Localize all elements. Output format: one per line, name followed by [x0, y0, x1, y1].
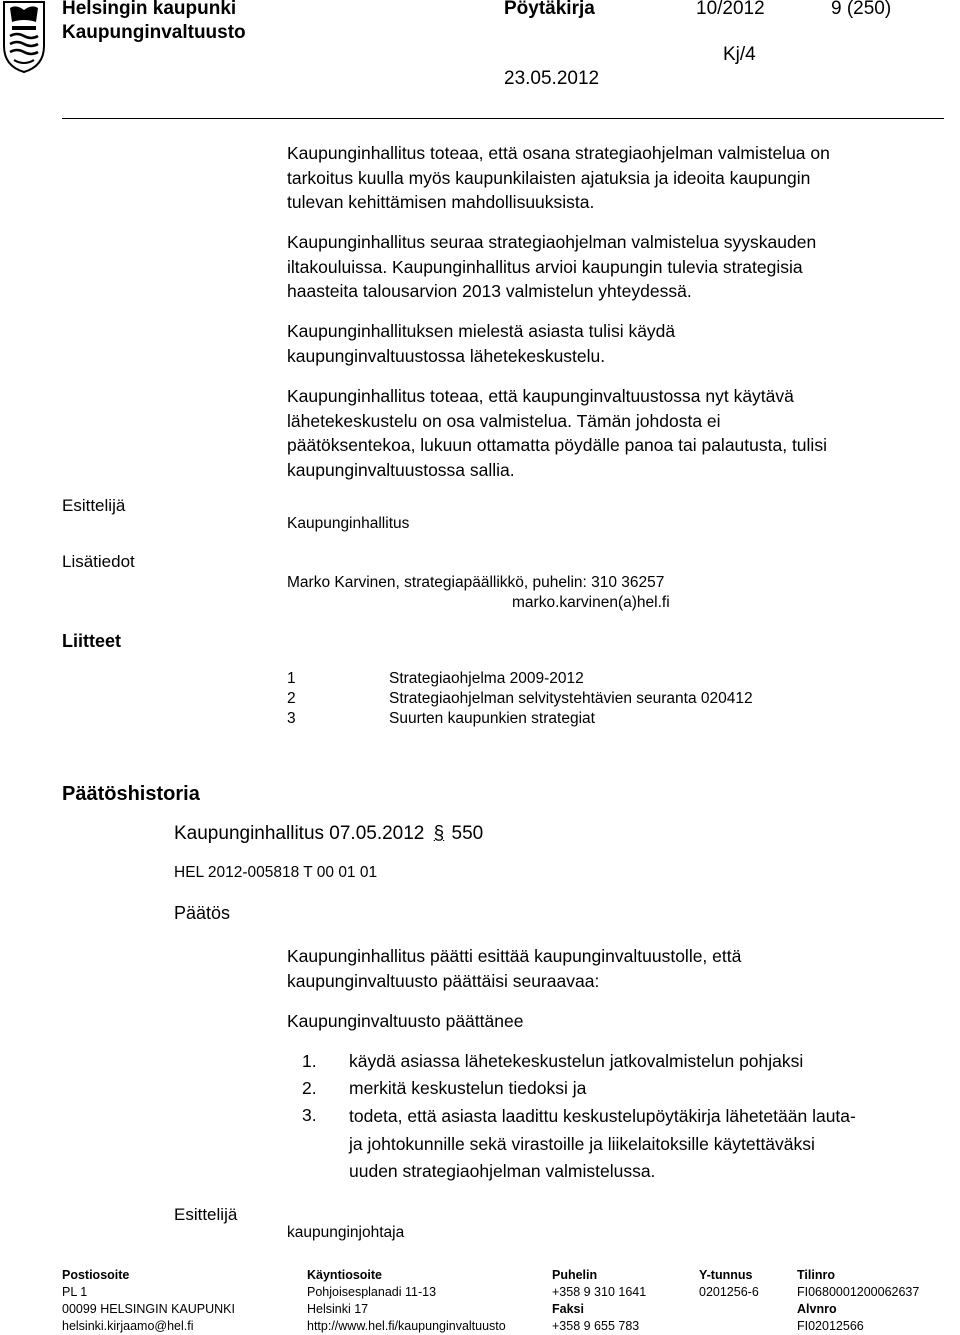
history-meeting — [174, 823, 483, 845]
org-name: Helsingin kaupunki — [62, 0, 237, 19]
footer-account — [797, 1267, 919, 1335]
footer-line: Helsinki 17 — [307, 1302, 369, 1316]
paragraph-4 — [287, 384, 827, 482]
text-line: haasteita talousarvion 2013 valmistelun yhteydessä. — [287, 281, 692, 301]
attachment-number: 2 — [287, 690, 296, 707]
text-line: uuden strategiaohjelman valmistelussa. — [349, 1161, 656, 1181]
paragraph-1 — [287, 141, 830, 215]
text-line: Kaupunginhallitus seuraa strategiaohjelman valmistelua syyskauden — [287, 232, 817, 252]
text-line: iltakouluissa. Kaupunginhallitus arvioi kaupungin tulevia strategisia — [287, 256, 803, 277]
decision-label: Päätös — [174, 903, 231, 923]
footer-line: 0201256-6 — [699, 1285, 759, 1299]
attachment-title[interactable]: Suurten kaupunkien strategiat — [389, 710, 595, 727]
doc-date: 23.05.2012 — [504, 68, 600, 89]
footer-heading: Y-tunnus — [699, 1268, 753, 1282]
info-email: marko.karvinen(a)hel.fi — [512, 594, 670, 611]
footer-heading: Tilinro — [797, 1268, 835, 1282]
footer-line: +358 9 655 783 — [552, 1319, 640, 1333]
footer-heading: Postiosoite — [62, 1268, 130, 1282]
history-presenter-label: Esittelijä — [174, 1205, 238, 1224]
body-name: Kaupunginvaltuusto — [62, 22, 246, 43]
header-divider — [62, 118, 944, 119]
text-line: Kaupunginhallitus päätti esittää kaupunginvaltuustolle, että — [287, 946, 742, 966]
section-sign: § — [433, 823, 445, 844]
item-text: merkitä keskustelun tiedoksi ja — [349, 1078, 587, 1098]
footer-postal — [62, 1267, 235, 1335]
history-heading: Päätöshistoria — [62, 783, 200, 805]
text-line: todeta, että asiasta laadittu keskustelupöytäkirja lähetetään lauta- — [349, 1106, 856, 1126]
footer-email-link[interactable]: helsinki.kirjaamo@hel.fi — [62, 1319, 194, 1333]
record-id: HEL 2012-005818 T 00 01 01 — [174, 864, 378, 881]
attachment-title[interactable]: Strategiaohjelman selvitystehtävien seuranta 020412 — [389, 690, 753, 707]
attachment-number: 3 — [287, 710, 296, 727]
text-line: tarkoitus kuulla myös kaupunkilaisten ajatuksia ja ideoita kaupungin — [287, 167, 811, 188]
footer-line: FI0680001200062637 — [797, 1285, 920, 1299]
text-line: kaupunginvaltuustossa sallia. — [287, 459, 515, 480]
footer-phone — [552, 1267, 646, 1335]
footer-heading: Käyntiosoite — [307, 1268, 383, 1282]
footer-heading: Alvnro — [797, 1302, 837, 1316]
text-line: kaupunginvaltuustossa lähetekeskustelu. — [287, 345, 606, 366]
text-line: tulevan kehittämisen mahdollisuuksista. — [287, 192, 595, 212]
history-presenter-value: kaupunginjohtaja — [287, 1224, 405, 1241]
item-text: käydä asiassa lähetekeskustelun jatkovalmistelun pohjaksi — [349, 1051, 804, 1071]
paragraph-2 — [287, 230, 816, 304]
page-number: 9 (250) — [831, 0, 892, 19]
footer-business-id — [699, 1267, 759, 1301]
footer-heading: Puhelin — [552, 1268, 598, 1282]
text-line: Kaupunginhallitus toteaa, että kaupunginvaltuustossa nyt käytävä — [287, 386, 794, 406]
section-number: 550 — [451, 823, 484, 844]
footer-heading: Faksi — [552, 1302, 584, 1316]
footer-line: PL 1 — [62, 1285, 88, 1299]
text-line: Kaupunginhallituksen mielestä asiasta tulisi käydä — [287, 321, 676, 341]
footer-visit — [307, 1267, 506, 1335]
helsinki-crest-icon — [2, 0, 46, 74]
footer-line: 00099 HELSINGIN KAUPUNKI — [62, 1302, 235, 1316]
meeting-name: Kaupunginhallitus 07.05.2012 — [174, 823, 425, 844]
info-contact: Marko Karvinen, strategiapäällikkö, puhelin: 310 36257 — [287, 574, 665, 591]
footer-line: Pohjoisesplanadi 11-13 — [307, 1285, 437, 1299]
item-number: 3. — [302, 1105, 317, 1125]
footer-line: FI02012566 — [797, 1319, 864, 1333]
item-number: 1. — [302, 1051, 317, 1071]
text-line: lähetekeskustelu on osa valmistelua. Tämän johdosta ei — [287, 410, 721, 431]
item-text — [349, 1103, 856, 1186]
attachment-number: 1 — [287, 670, 296, 687]
decision-text — [287, 944, 741, 993]
text-line: kaupunginvaltuusto päättäisi seuraavaa: — [287, 970, 600, 991]
doc-type: Pöytäkirja — [504, 0, 595, 19]
item-number: 2. — [302, 1078, 317, 1098]
text-line: päätöksentekoa, lukuun ottamatta pöydälle panoa tai palautusta, tulisi — [287, 435, 827, 455]
paragraph-3 — [287, 319, 675, 368]
doc-number: 10/2012 — [696, 0, 765, 19]
presenter-value: Kaupunginhallitus — [287, 515, 410, 532]
footer-web-link[interactable]: http://www.hel.fi/kaupunginvaltuusto — [307, 1319, 506, 1333]
attachment-title[interactable]: Strategiaohjelma 2009-2012 — [389, 670, 584, 687]
text-line: ja johtokunnille sekä virastoille ja liikelaitoksille käytettäväksi — [349, 1133, 815, 1154]
info-label: Lisätiedot — [62, 552, 135, 571]
text-line: Kaupunginhallitus toteaa, että osana strategiaohjelman valmistelua on — [287, 143, 830, 163]
decision-intro: Kaupunginvaltuusto päättänee — [287, 1011, 524, 1031]
section-code: Kj/4 — [723, 44, 756, 65]
footer-line: +358 9 310 1641 — [552, 1285, 647, 1299]
attachments-label: Liitteet — [62, 631, 122, 651]
presenter-label: Esittelijä — [62, 496, 126, 515]
